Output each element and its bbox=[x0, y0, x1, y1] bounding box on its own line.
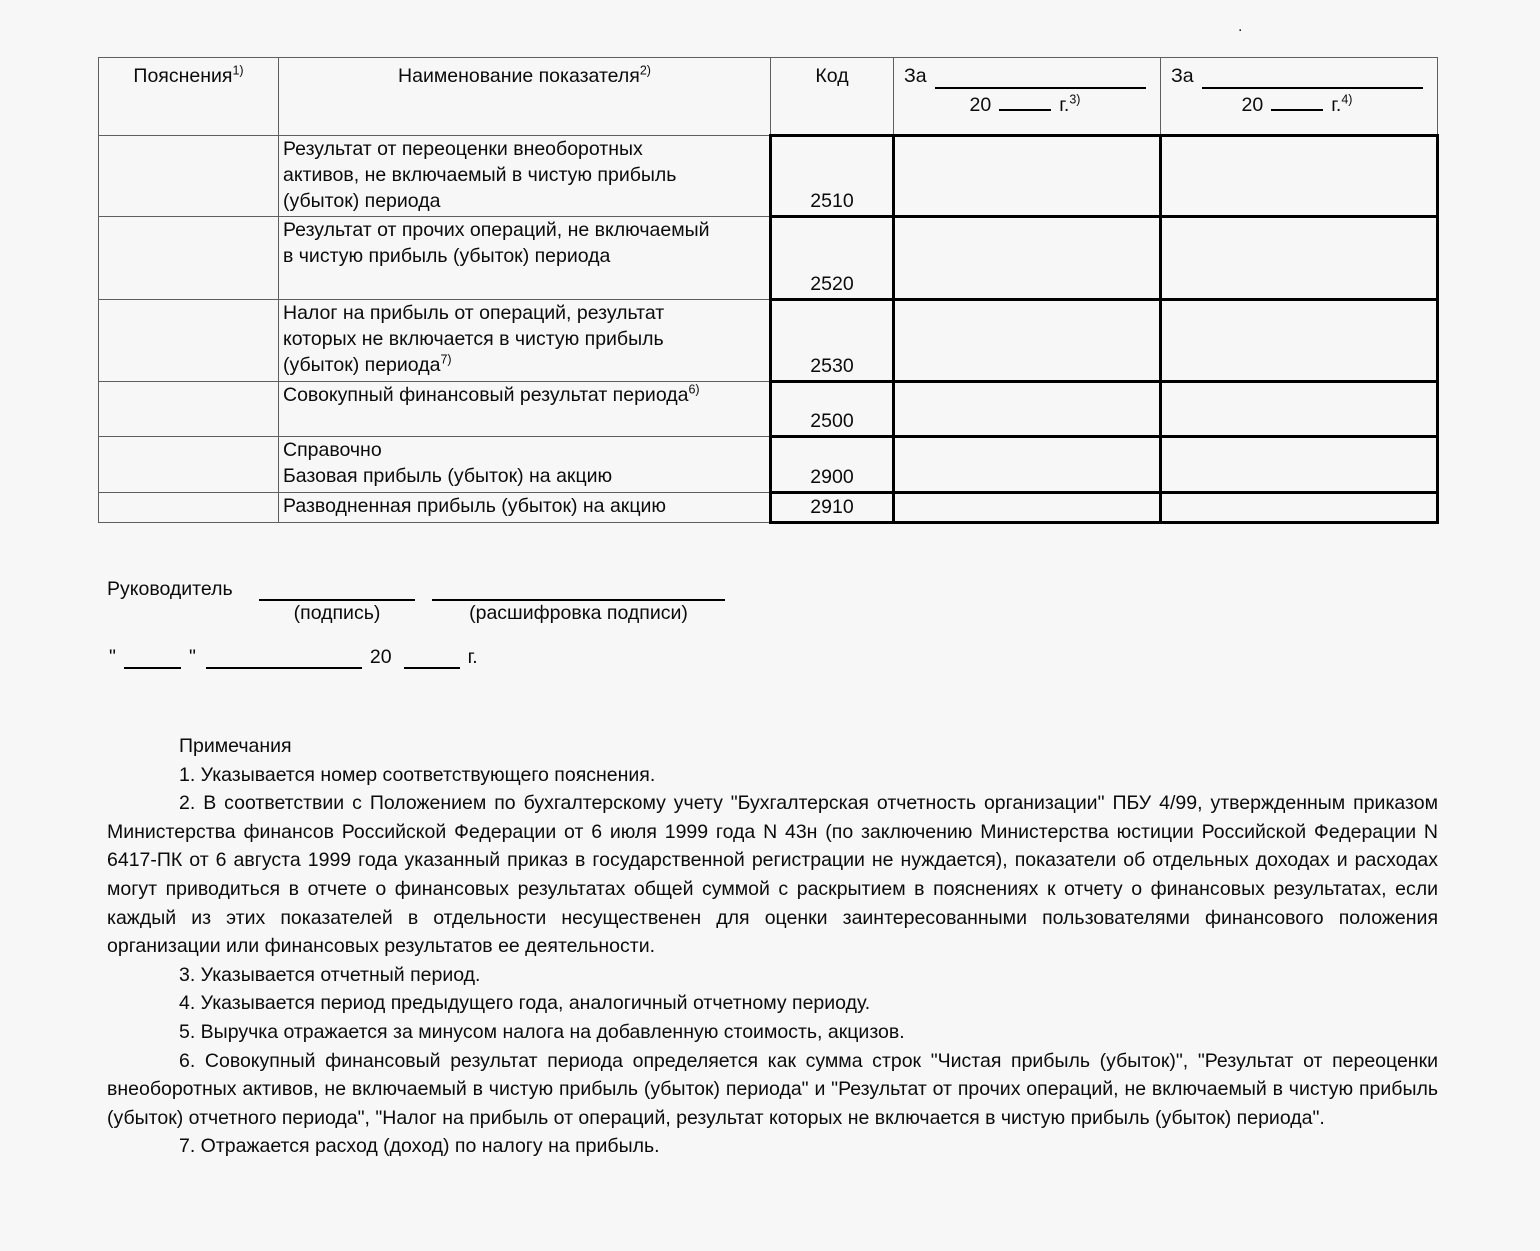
period-previous-year-blank bbox=[1271, 90, 1323, 111]
open-quote: " bbox=[109, 646, 116, 668]
header-indicator-name bbox=[279, 58, 771, 136]
table-row bbox=[99, 217, 1438, 300]
indicator-footnote: 6) bbox=[688, 382, 700, 397]
indicator-name-line1: Справочно bbox=[283, 439, 382, 461]
date-line bbox=[107, 645, 478, 669]
signature-name-blank-line bbox=[432, 576, 725, 601]
caption-spacer bbox=[107, 602, 259, 625]
explanation-cell bbox=[99, 136, 279, 217]
year-suffix: г. bbox=[467, 646, 478, 668]
note-item-1: 1. Указывается номер соответствующего пояснения. bbox=[179, 763, 656, 786]
table-header-row bbox=[99, 58, 1438, 136]
header-explanations bbox=[99, 58, 279, 136]
stray-mark: . bbox=[1238, 18, 1243, 35]
period-current-footnote: 3) bbox=[1069, 92, 1081, 107]
month-blank-line bbox=[206, 645, 362, 669]
note-item-2: 2. В соответствии с Положением по бухгалтерскому учету "Бухгалтерская отчетность организации" ПБУ 4/99, утвержденным приказом Министерства финансов Российской Федерации от 6 июля 1999 года N 43н (по заключению Министерства юстиции Российской Федерации N 6417-ПК от 6 августа 1999 года указанный приказ в государственной регистрации не нуждается), показатели об отдельных доходах и расходах могут приводиться в отчете о финансовых результатах общей суммой с раскрытием в пояснениях к отчету о финансовых результатах, если каждый из этих показателей в отдельности несущественен для оценки заинтересованными пользователями финансового положения организации или финансовых результатов ее деятельности. bbox=[107, 792, 1438, 958]
indicator-name-cell bbox=[279, 217, 771, 300]
indicator-name-text: Налог на прибыль от операций, результат которых не включается в чистую прибыль (убыток) периода bbox=[283, 302, 665, 376]
value-current-cell bbox=[894, 382, 1161, 437]
indicator-name-text: Разводненная прибыль (убыток) на акцию bbox=[283, 495, 667, 517]
code-cell: 2500 bbox=[771, 382, 894, 437]
explanation-cell bbox=[99, 300, 279, 382]
signature-caption: (подпись) bbox=[293, 602, 381, 624]
table-row bbox=[99, 300, 1438, 382]
period-previous-blank-line bbox=[1202, 64, 1423, 89]
indicator-name-text: Совокупный финансовый результат периода bbox=[283, 384, 689, 406]
period-current-year-prefix: 20 bbox=[969, 94, 992, 116]
table-row bbox=[99, 437, 1438, 493]
note-item-4: 4. Указывается период предыдущего года, аналогичный отчетному периоду. bbox=[179, 992, 871, 1015]
year-blank-line bbox=[404, 645, 460, 669]
value-current-cell bbox=[894, 493, 1161, 523]
value-previous-cell bbox=[1161, 136, 1438, 217]
year-prefix: 20 bbox=[369, 646, 392, 668]
table-row bbox=[99, 382, 1438, 437]
indicator-name-cell bbox=[279, 437, 771, 493]
period-previous-footnote: 4) bbox=[1341, 92, 1353, 107]
notes-section bbox=[107, 732, 1438, 1161]
header-code-label: Код bbox=[815, 65, 849, 87]
explanation-cell bbox=[99, 382, 279, 437]
header-period-current bbox=[894, 58, 1161, 136]
indicator-name-text: Результат от переоценки внеоборотных активов, не включаемый в чистую прибыль (убыток) периода bbox=[283, 138, 677, 212]
header-code bbox=[771, 58, 894, 136]
period-current-year-suffix: г. bbox=[1059, 94, 1070, 116]
indicator-name-cell bbox=[279, 136, 771, 217]
indicator-footnote: 7) bbox=[440, 352, 452, 367]
notes-title: Примечания bbox=[179, 735, 292, 757]
code-cell: 2910 bbox=[771, 493, 894, 523]
period-current-prefix: За bbox=[904, 65, 927, 87]
period-current-blank-line bbox=[935, 64, 1146, 89]
indicator-name-line2: Базовая прибыль (убыток) на акцию bbox=[283, 465, 613, 487]
value-current-cell bbox=[894, 300, 1161, 382]
indicator-name-cell bbox=[279, 493, 771, 523]
period-current-year-blank bbox=[999, 90, 1051, 111]
table-row bbox=[99, 136, 1438, 217]
value-previous-cell bbox=[1161, 217, 1438, 300]
code-cell: 2530 bbox=[771, 300, 894, 382]
note-item-5: 5. Выручка отражается за минусом налога на добавленную стоимость, акцизов. bbox=[179, 1020, 905, 1043]
value-previous-cell bbox=[1161, 300, 1438, 382]
note-item-3: 3. Указывается отчетный период. bbox=[179, 963, 481, 986]
value-previous-cell bbox=[1161, 437, 1438, 493]
signature-gap bbox=[415, 602, 432, 625]
leader-label: Руководитель bbox=[107, 578, 233, 600]
header-indicator-name-label: Наименование показателя bbox=[398, 65, 640, 87]
explanation-cell bbox=[99, 217, 279, 300]
indicator-name-text: Результат от прочих операций, не включаемый в чистую прибыль (убыток) периода bbox=[283, 219, 710, 267]
header-period-previous bbox=[1161, 58, 1438, 136]
period-previous-year-prefix: 20 bbox=[1241, 94, 1264, 116]
header-indicator-name-footnote: 2) bbox=[639, 63, 651, 78]
value-previous-cell bbox=[1161, 382, 1438, 437]
day-blank-line bbox=[124, 645, 181, 669]
indicator-name-cell bbox=[279, 382, 771, 437]
header-explanations-footnote: 1) bbox=[232, 63, 244, 78]
period-previous-prefix: За bbox=[1171, 65, 1194, 87]
note-item-7: 7. Отражается расход (доход) по налогу на прибыль. bbox=[179, 1135, 660, 1158]
transcript-caption: (расшифровка подписи) bbox=[469, 602, 688, 624]
note-item-6: 6. Совокупный финансовый результат периода определяется как сумма строк "Чистая прибыль (убыток)", "Результат от переоценки внеоборотных активов, не включаемый в чистую прибыль (убыток) периода" и "Результат от прочих операций, не включаемый в чистую прибыль (убыток) отчетного периода", "Налог на прибыль от операций, результат которых не включается в чистую прибыль (убыток) периода". bbox=[107, 1049, 1438, 1129]
code-cell: 2510 bbox=[771, 136, 894, 217]
value-current-cell bbox=[894, 136, 1161, 217]
code-cell: 2520 bbox=[771, 217, 894, 300]
signature-blank-line bbox=[259, 576, 415, 601]
header-explanations-label: Пояснения bbox=[133, 65, 233, 87]
signature-block bbox=[107, 576, 767, 625]
explanation-cell bbox=[99, 437, 279, 493]
code-cell: 2900 bbox=[771, 437, 894, 493]
value-current-cell bbox=[894, 217, 1161, 300]
financial-results-table bbox=[98, 57, 1439, 524]
period-previous-year-suffix: г. bbox=[1331, 94, 1342, 116]
value-current-cell bbox=[894, 437, 1161, 493]
table-row bbox=[99, 493, 1438, 523]
value-previous-cell bbox=[1161, 493, 1438, 523]
indicator-name-cell bbox=[279, 300, 771, 382]
explanation-cell bbox=[99, 493, 279, 523]
close-quote: " bbox=[188, 646, 196, 668]
